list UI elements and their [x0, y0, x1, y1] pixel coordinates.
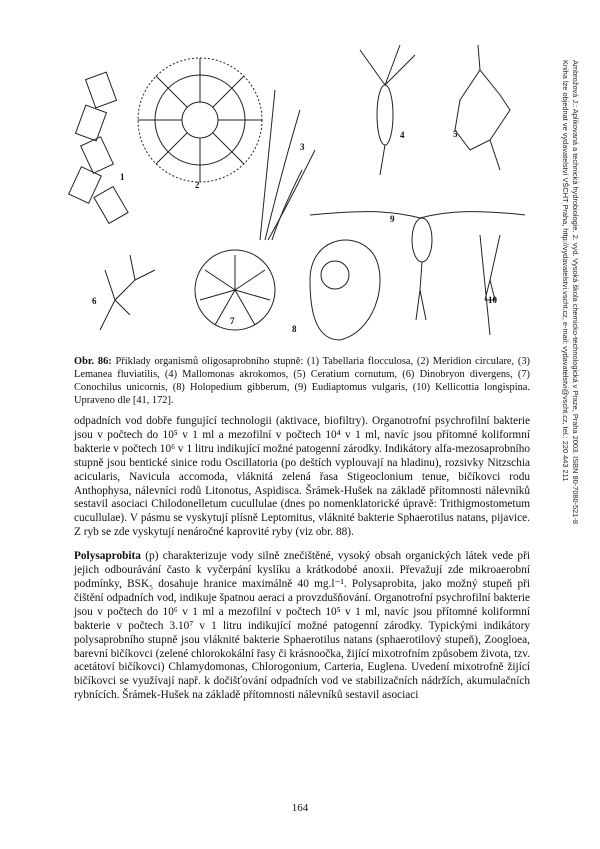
organism-illustrations — [60, 40, 530, 350]
tabellaria-drawing — [69, 72, 128, 223]
figure-label-3: 3 — [300, 142, 305, 152]
lemanea-drawing — [260, 90, 315, 240]
figure-label-2: 2 — [195, 180, 200, 190]
paragraph-2-text: (p) charakterizuje vody silně znečištěné, vysoký obsah organických látek vede při jejich odbourávání často k vyčerpání kyslíku a krátkodobé anoxii. Převažují zde mikroaerobní podmínky, BSK₅ dosahuje hranice maximálně 40 mg.l⁻¹. Polysaprobita, jako možný stupeň při čištění odpadních vod, indikuje špatnou aeraci a provzdušňování. Organotrofní psychrofilní bakterie jsou v počtech do 10⁶ v 1 ml a mezofilní v počtech 10⁵ v 1 ml, navíc jsou přítomné koliformní bakterie v počtech 3.10⁷ v 1 litru indikující možné patogenní zárodky. Typickými indikátory polysaprobního stupně jsou vláknité bakterie Sphaerotilus natans (sphaerotilový stupeň), Zoogloea, barevní bičíkovci (zelené chlorokokální řasy či krásnoočka, žijící mixotrofním způsobem života, tzv. acetátoví bičíkovci) Chlamydomonas, Chlorogonium, Carteria, Euglena. Uvedení mixotrofně žijící bičíkovci se využívají např. k dočišťování odpadních vod ve stabilizačních nádržích, akumulačních rybnících. Šrámek-Hušek na základě přítomnosti nálevníků sestavil asociaci — [74, 550, 530, 702]
caption-label: Obr. 86: — [74, 356, 112, 367]
figure-label-1: 1 — [120, 172, 125, 182]
ceratium-drawing — [455, 45, 510, 170]
figure-label-5: 5 — [453, 129, 458, 139]
figure-label-4: 4 — [400, 130, 405, 140]
conochilus-drawing — [195, 250, 275, 330]
mallomonas-drawing — [360, 45, 415, 175]
dinobryon-drawing — [100, 255, 155, 330]
caption-text: Příklady organismů oligosaprobního stupně: (1) Tabellaria flocculosa, (2) Meridion circulare, (3) Lemanea fluviatilis, (4) Mallomonas akrokomos, (5) Ceratium cornutum, (6) Dinobryon divergens, (7) Conochilus unicornis, (8) Holopedium gibberum, (9) Eudiaptomus vulgaris, (10) Kellicottia longispina. Upraveno dle [41, 172]. — [74, 356, 530, 406]
figure-label-8: 8 — [292, 324, 297, 334]
meridion-drawing — [138, 58, 262, 182]
figure-label-9: 9 — [390, 214, 395, 224]
side-note-line-1: Ambrožová J.: Aplikovaná a technická hydrobiologie. 2. vyd. Vysoká škola chemicko-technologická v Praze, Praha 2003. ISBN 80-7080-521-8 — [571, 60, 580, 524]
organism-figure — [60, 40, 530, 350]
kellicottia-drawing — [480, 235, 500, 335]
figure-caption — [74, 355, 530, 407]
paragraph-2 — [74, 550, 530, 703]
holopedium-drawing — [310, 240, 380, 340]
side-note — [540, 60, 580, 620]
body-text — [74, 415, 530, 713]
paragraph-2-term: Polysaprobita — [74, 550, 141, 563]
figure-label-7: 7 — [230, 316, 235, 326]
page-number: 164 — [291, 802, 309, 814]
side-note-line-2: Kniha lze objednat ve vydavatelství VŠCHT Praha, http://vydavatelstvi.vscht.cz, e-mail: vydavatelstvi@vscht.cz, tel.: 220 443 211 — [561, 60, 570, 482]
paragraph-1: odpadních vod dobře fungující technologii (aktivace, biofiltry). Organotrofní psychrofilní bakterie jsou v počtech do 10⁵ v 1 ml a mezofilní v počtech 10⁴ v 1 ml, navíc jsou přítomné koliformní bakterie v počtech 10⁶ v 1 litru indikující možné patogenní zárodky. Indikátory alfa-mezosaprobního stupně jsou bentické sinice rodu Oscillatoria (po deštích vyplouvají na hladinu), rozsivky Nitzschia acicularis, Navicula accomoda, vláknitá zelená řasa Stigeoclonium tenue, bičíkovci rodu Anthophysa, nálevníci rodů Litonotus, Aspidisca. Šrámek-Hušek na základě přítomnosti nálevníků sestavil asociaci Chilodonelletum cucullulae (dnes po nomenklatorické úpravě: Trithigmostometum cucullulae). V pásmu se vyskytují plísně Leptomitus, vláknité bakterie Sphaerotilus natans, pijavice. Z ryb se zde vyskytují nenáročné kaprovité ryby (viz obr. 88). — [74, 415, 530, 539]
figure-label-6: 6 — [92, 296, 97, 306]
figure-label-10: 10 — [488, 295, 497, 305]
